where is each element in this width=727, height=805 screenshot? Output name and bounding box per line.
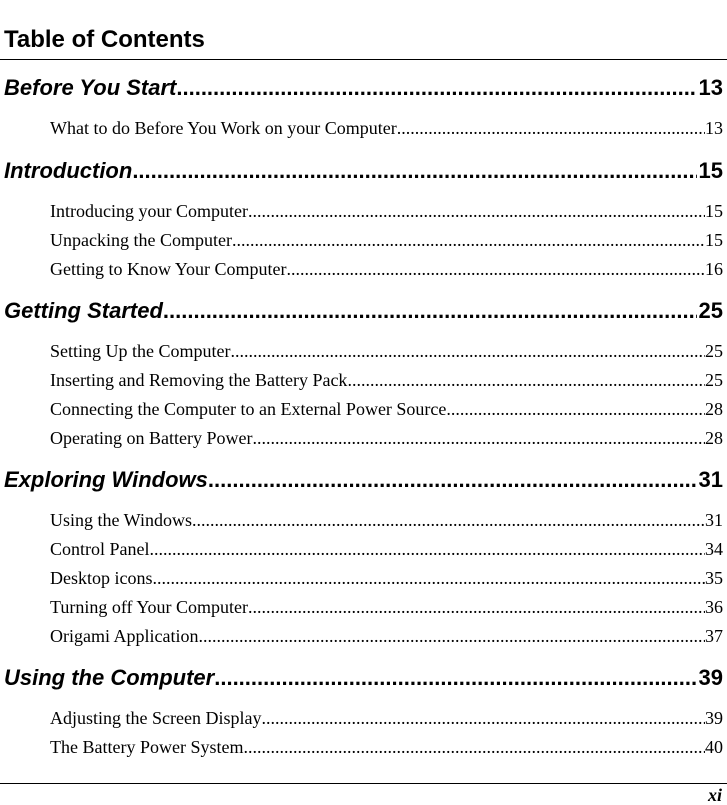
section-title: What to do Before You Work on your Computer xyxy=(50,118,397,138)
section-title: Setting Up the Computer xyxy=(50,341,231,361)
dot-leader xyxy=(397,116,705,140)
section-page-number: 28 xyxy=(705,428,723,448)
section-title: The Battery Power System xyxy=(50,737,244,757)
dot-leader xyxy=(252,426,705,450)
section-page-number: 13 xyxy=(705,118,723,138)
dot-leader xyxy=(248,595,705,619)
section-page-number: 15 xyxy=(705,201,723,221)
dot-leader xyxy=(132,157,696,185)
toc-section-desktop-icons[interactable] xyxy=(50,566,723,590)
dot-leader xyxy=(214,664,696,692)
dot-leader xyxy=(163,297,697,325)
section-title: Inserting and Removing the Battery Pack xyxy=(50,370,348,390)
toc-section-unpacking-the-computer[interactable] xyxy=(50,228,723,252)
toc-section-getting-to-know[interactable] xyxy=(50,257,723,281)
toc-chapter-exploring-windows[interactable] xyxy=(4,466,723,494)
toc-section-control-panel[interactable] xyxy=(50,537,723,561)
chapter-page-number: 13 xyxy=(698,75,723,100)
dot-leader xyxy=(150,537,706,561)
toc-chapter-using-the-computer[interactable] xyxy=(4,664,723,692)
section-title: Origami Application xyxy=(50,626,199,646)
toc-chapter-before-you-start[interactable] xyxy=(4,74,723,102)
toc-section-battery-power[interactable] xyxy=(50,426,723,450)
dot-leader xyxy=(176,74,696,102)
chapter-page-number: 25 xyxy=(698,298,723,323)
chapter-page-number: 15 xyxy=(698,158,723,183)
section-page-number: 16 xyxy=(705,259,723,279)
dot-leader xyxy=(153,566,706,590)
section-page-number: 35 xyxy=(705,568,723,588)
chapter-title: Getting Started xyxy=(4,298,163,323)
section-page-number: 25 xyxy=(705,341,723,361)
toc-chapter-getting-started[interactable] xyxy=(4,297,723,325)
dot-leader xyxy=(232,228,705,252)
section-page-number: 15 xyxy=(705,230,723,250)
toc-chapter-introduction[interactable] xyxy=(4,157,723,185)
chapter-title: Introduction xyxy=(4,158,133,183)
chapter-title: Using the Computer xyxy=(4,665,215,690)
dot-leader xyxy=(248,199,705,223)
section-page-number: 34 xyxy=(705,539,723,559)
section-page-number: 40 xyxy=(705,737,723,757)
toc-section-external-power[interactable] xyxy=(50,397,723,421)
section-page-number: 28 xyxy=(705,399,723,419)
toc-section-battery-power-system[interactable] xyxy=(50,735,723,759)
dot-leader xyxy=(287,257,705,281)
section-title: Adjusting the Screen Display xyxy=(50,708,262,728)
section-title: Desktop icons xyxy=(50,568,153,588)
folio-page-number: xi xyxy=(707,785,722,805)
dot-leader xyxy=(347,368,705,392)
toc-section-using-the-windows[interactable] xyxy=(50,508,723,532)
chapter-page-number: 31 xyxy=(698,467,723,492)
dot-leader xyxy=(208,466,697,494)
section-title: Connecting the Computer to an External Power Source xyxy=(50,399,447,419)
dot-leader xyxy=(446,397,705,421)
toc-section-introducing-your-computer[interactable] xyxy=(50,199,723,223)
dot-leader xyxy=(230,339,705,363)
section-page-number: 25 xyxy=(705,370,723,390)
toc-section-battery-pack[interactable] xyxy=(50,368,723,392)
section-page-number: 37 xyxy=(705,626,723,646)
section-title: Turning off Your Computer xyxy=(50,597,249,617)
dot-leader xyxy=(261,706,705,730)
toc-section-turning-off[interactable] xyxy=(50,595,723,619)
section-title: Operating on Battery Power xyxy=(50,428,253,448)
footer-divider xyxy=(0,783,727,784)
section-title: Using the Windows xyxy=(50,510,192,530)
chapter-page-number: 39 xyxy=(698,665,723,690)
chapter-title: Exploring Windows xyxy=(4,467,208,492)
toc-section-origami-application[interactable] xyxy=(50,624,723,648)
section-title: Introducing your Computer xyxy=(50,201,248,221)
chapter-title: Before You Start xyxy=(4,75,177,100)
page-title: Table of Contents xyxy=(4,26,205,53)
dot-leader xyxy=(192,508,705,532)
dot-leader xyxy=(198,624,705,648)
dot-leader xyxy=(243,735,705,759)
toc-section-screen-display[interactable] xyxy=(50,706,723,730)
section-page-number: 31 xyxy=(705,510,723,530)
toc-section-setting-up[interactable] xyxy=(50,339,723,363)
section-page-number: 36 xyxy=(705,597,723,617)
toc-section-before-you-work[interactable] xyxy=(50,116,723,140)
section-title: Getting to Know Your Computer xyxy=(50,259,287,279)
section-title: Control Panel xyxy=(50,539,150,559)
section-title: Unpacking the Computer xyxy=(50,230,232,250)
title-divider xyxy=(0,59,727,60)
section-page-number: 39 xyxy=(705,708,723,728)
